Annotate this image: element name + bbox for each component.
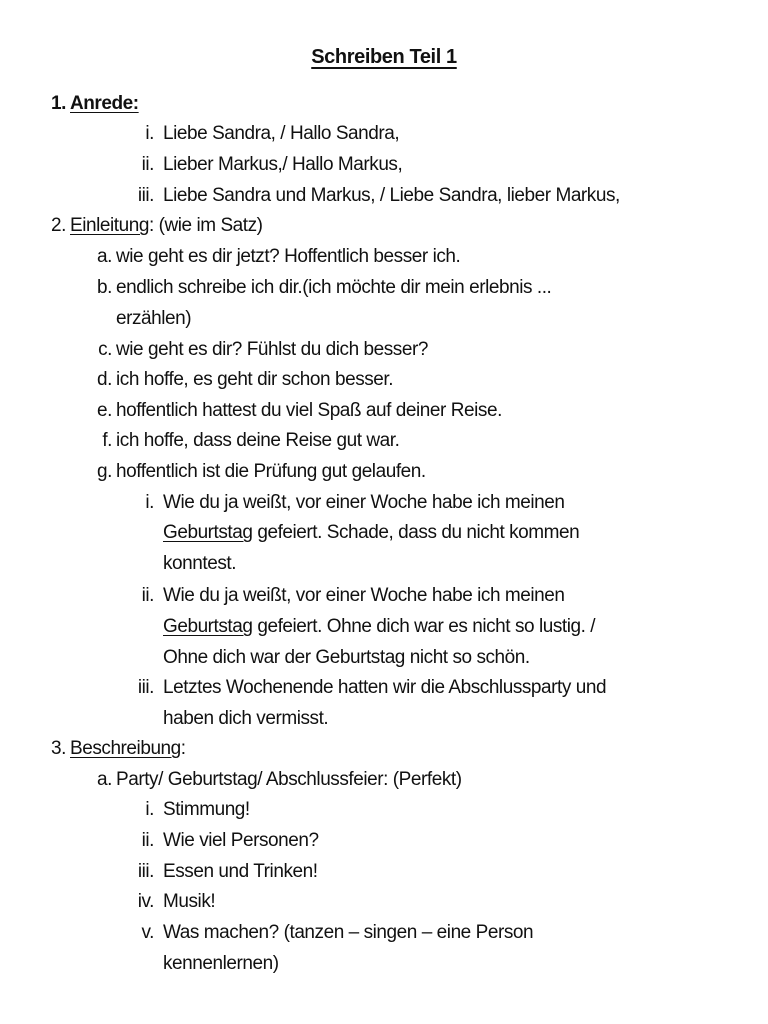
list-marker: d. xyxy=(97,369,112,390)
list-marker: a. xyxy=(97,769,112,790)
underlined-term: Beschreibung xyxy=(70,738,181,759)
list-text xyxy=(116,335,428,365)
text-content: Wie viel Personen? xyxy=(163,830,319,851)
text-content: gefeiert. Ohne dich war es nicht so lustig. / xyxy=(252,616,596,637)
underlined-term: Geburtstag xyxy=(163,522,253,543)
underlined-term: Einleitung xyxy=(70,215,149,236)
list-text xyxy=(70,734,186,764)
list-text xyxy=(163,612,595,642)
text-content: konntest. xyxy=(163,553,237,574)
text-content: hoffentlich ist die Prüfung gut gelaufen. xyxy=(116,461,426,482)
text-content: erzählen) xyxy=(116,308,192,329)
list-text xyxy=(70,89,139,119)
text-content: Ohne dich war der Geburtstag nicht so schön. xyxy=(163,647,530,668)
text-content: wie geht es dir jetzt? Hoffentlich besser ich. xyxy=(116,246,461,267)
list-text xyxy=(163,918,533,948)
list-marker: 3. xyxy=(51,738,66,759)
list-marker: g. xyxy=(97,461,112,482)
list-marker: iii. xyxy=(137,861,154,882)
list-marker: ii. xyxy=(141,585,154,606)
list-text xyxy=(116,396,502,426)
list-marker: 2. xyxy=(51,215,66,236)
text-content: Was machen? (tanzen – singen – eine Person xyxy=(163,922,534,943)
list-marker: e. xyxy=(97,400,112,421)
text-content: ich hoffe, es geht dir schon besser. xyxy=(116,369,394,390)
text-content: Essen und Trinken! xyxy=(163,861,318,882)
list-text xyxy=(116,273,551,303)
list-text xyxy=(163,857,318,887)
text-content: ich hoffe, dass deine Reise gut war. xyxy=(116,430,400,451)
list-marker: iii. xyxy=(137,677,154,698)
list-text xyxy=(163,673,606,703)
text-content: Letztes Wochenende hatten wir die Abschlussparty und xyxy=(163,677,607,698)
text-content: Musik! xyxy=(163,891,216,912)
text-content: Wie du ja weißt, vor einer Woche habe ich meinen xyxy=(163,585,565,606)
list-marker: ii. xyxy=(141,830,154,851)
text-content: : xyxy=(180,738,186,759)
document-title xyxy=(0,46,768,69)
list-text xyxy=(163,549,236,579)
list-text xyxy=(163,581,565,611)
list-text xyxy=(163,704,328,734)
text-content: endlich schreibe ich dir.(ich möchte dir mein erlebnis ... xyxy=(116,277,552,298)
text-content: Party/ Geburtstag/ Abschlussfeier: (Perfekt) xyxy=(116,769,462,790)
title-text: Schreiben Teil 1 xyxy=(311,46,457,68)
list-marker: i. xyxy=(145,799,154,820)
text-content: Liebe Sandra und Markus, / Liebe Sandra, lieber Markus, xyxy=(163,185,620,206)
text-content: : (wie im Satz) xyxy=(148,215,263,236)
list-marker: 1. xyxy=(51,93,66,114)
list-marker: i. xyxy=(145,492,154,513)
list-marker: a. xyxy=(97,246,112,267)
list-text xyxy=(116,426,399,456)
list-text xyxy=(116,304,191,334)
text-content: Wie du ja weißt, vor einer Woche habe ich meinen xyxy=(163,492,565,513)
list-marker: iii. xyxy=(137,185,154,206)
list-marker: f. xyxy=(102,430,112,451)
list-text xyxy=(70,211,263,241)
list-text xyxy=(163,119,399,149)
underlined-term: Geburtstag xyxy=(163,616,253,637)
text-content: Liebe Sandra, / Hallo Sandra, xyxy=(163,123,400,144)
list-text xyxy=(163,643,530,673)
text-content: haben dich vermisst. xyxy=(163,708,329,729)
list-marker: iv. xyxy=(137,891,154,912)
list-text xyxy=(163,150,402,180)
list-marker: v. xyxy=(141,922,154,943)
list-text xyxy=(116,242,460,272)
text-content: kennenlernen) xyxy=(163,953,279,974)
list-text xyxy=(163,795,250,825)
list-text xyxy=(116,365,393,395)
list-text xyxy=(163,887,215,917)
list-marker: i. xyxy=(145,123,154,144)
list-text xyxy=(163,949,279,979)
list-marker: b. xyxy=(97,277,112,298)
underlined-term: Anrede: xyxy=(70,93,139,114)
list-text xyxy=(116,457,426,487)
text-content: gefeiert. Schade, dass du nicht kommen xyxy=(252,522,580,543)
text-content: Stimmung! xyxy=(163,799,250,820)
list-text xyxy=(163,826,319,856)
list-text xyxy=(163,181,620,211)
text-content: hoffentlich hattest du viel Spaß auf deiner Reise. xyxy=(116,400,502,421)
text-content: Lieber Markus,/ Hallo Markus, xyxy=(163,154,403,175)
list-text xyxy=(163,488,565,518)
list-marker: c. xyxy=(98,339,112,360)
list-text xyxy=(116,765,462,795)
text-content: wie geht es dir? Fühlst du dich besser? xyxy=(116,339,428,360)
list-marker: ii. xyxy=(141,154,154,175)
list-text xyxy=(163,518,579,548)
